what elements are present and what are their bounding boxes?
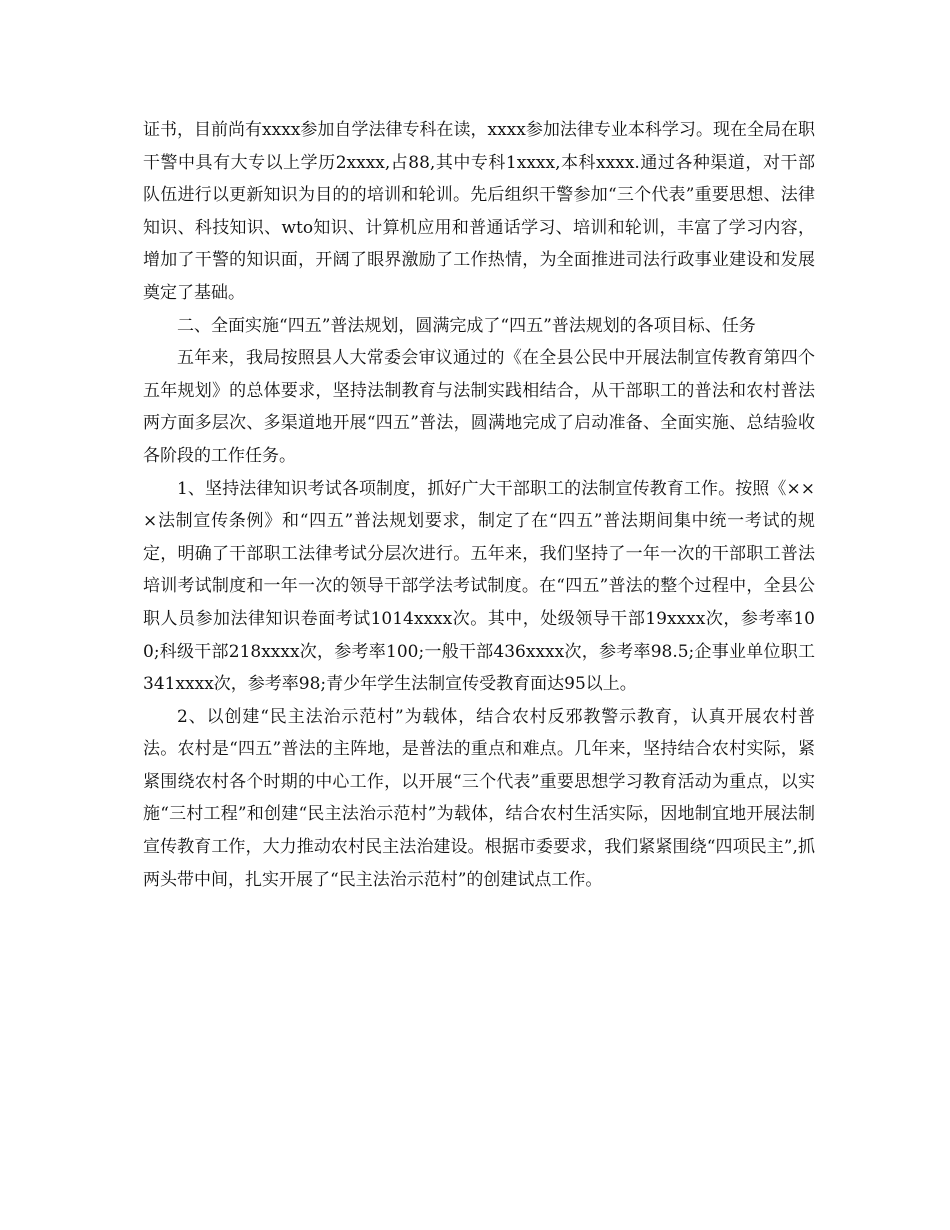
section-heading-four-five-plan: 二、全面实施“四五”普法规划，圆满完成了“四五”普法规划的各项目标、任务 [177,315,756,336]
paragraph-rural-legal-education: 2、以创建“民主法治示范村”为载体，结合农村反邪教警示教育，认真开展农村普法。农村是“四五”普法的主阵地，是普法的重点和难点。几年来，坚持结合农村实际，紧紧围绕农村各个时期的中心工作，以开展“三个代表”重要思想学习教育活动为重点，以实施“三村工程”和创建“民主法治示范村”为载体，结合农村生活实际，因地制宜地开展法制宣传教育工作，大力推动农村民主法治建设。根据市委要求，我们紧紧围绕“四项民主”,抓两头带中间，扎实开展了“民主法治示范村”的创建试点工作。 [143,706,815,890]
paragraph-certificate-education: 证书，目前尚有xxxx参加自学法律专科在读，xxxx参加法律专业本科学习。现在全局在职干警中具有大专以上学历2xxxx,占88,其中专科1xxxx,本科xxxx.通过各种渠道，对干部队伍进行以更新知识为目的的培训和轮训。先后组织干警参加“三个代表”重要思想、法律知识、科技知识、wto知识、计算机应用和普通话学习、培训和轮训，丰富了学习内容，增加了干警的知识面，开阔了眼界激励了工作热情，为全面推进司法行政事业建设和发展奠定了基础。 [143,120,815,303]
paragraph-five-years-overview: 五年来，我局按照县人大常委会审议通过的《在全县公民中开展法制宣传教育第四个五年规划》的总体要求，坚持法制教育与法制实践相结合，从干部职工的普法和农村普法两方面多层次、多渠道地开展“四五”普法，圆满地完成了启动准备、全面实施、总结验收各阶段的工作任务。 [143,348,815,466]
document-body [143,114,815,896]
paragraph-exam-system: 1、坚持法律知识考试各项制度，抓好广大干部职工的法制宣传教育工作。按照《×××法制宣传条例》和“四五”普法规划要求，制定了在“四五”普法期间集中统一考试的规定，明确了干部职工法律考试分层次进行。五年来，我们坚持了一年一次的干部职工普法培训考试制度和一年一次的领导干部学法考试制度。在“四五”普法的整个过程中，全县公职人员参加法律知识卷面考试1014xxxx次。其中，处级领导干部19xxxx次，参考率100;科级干部218xxxx次，参考率100;一般干部436xxxx次，参考率98.5;企事业单位职工341xxxx次，参考率98;青少年学生法制宣传受教育面达95以上。 [143,478,815,695]
